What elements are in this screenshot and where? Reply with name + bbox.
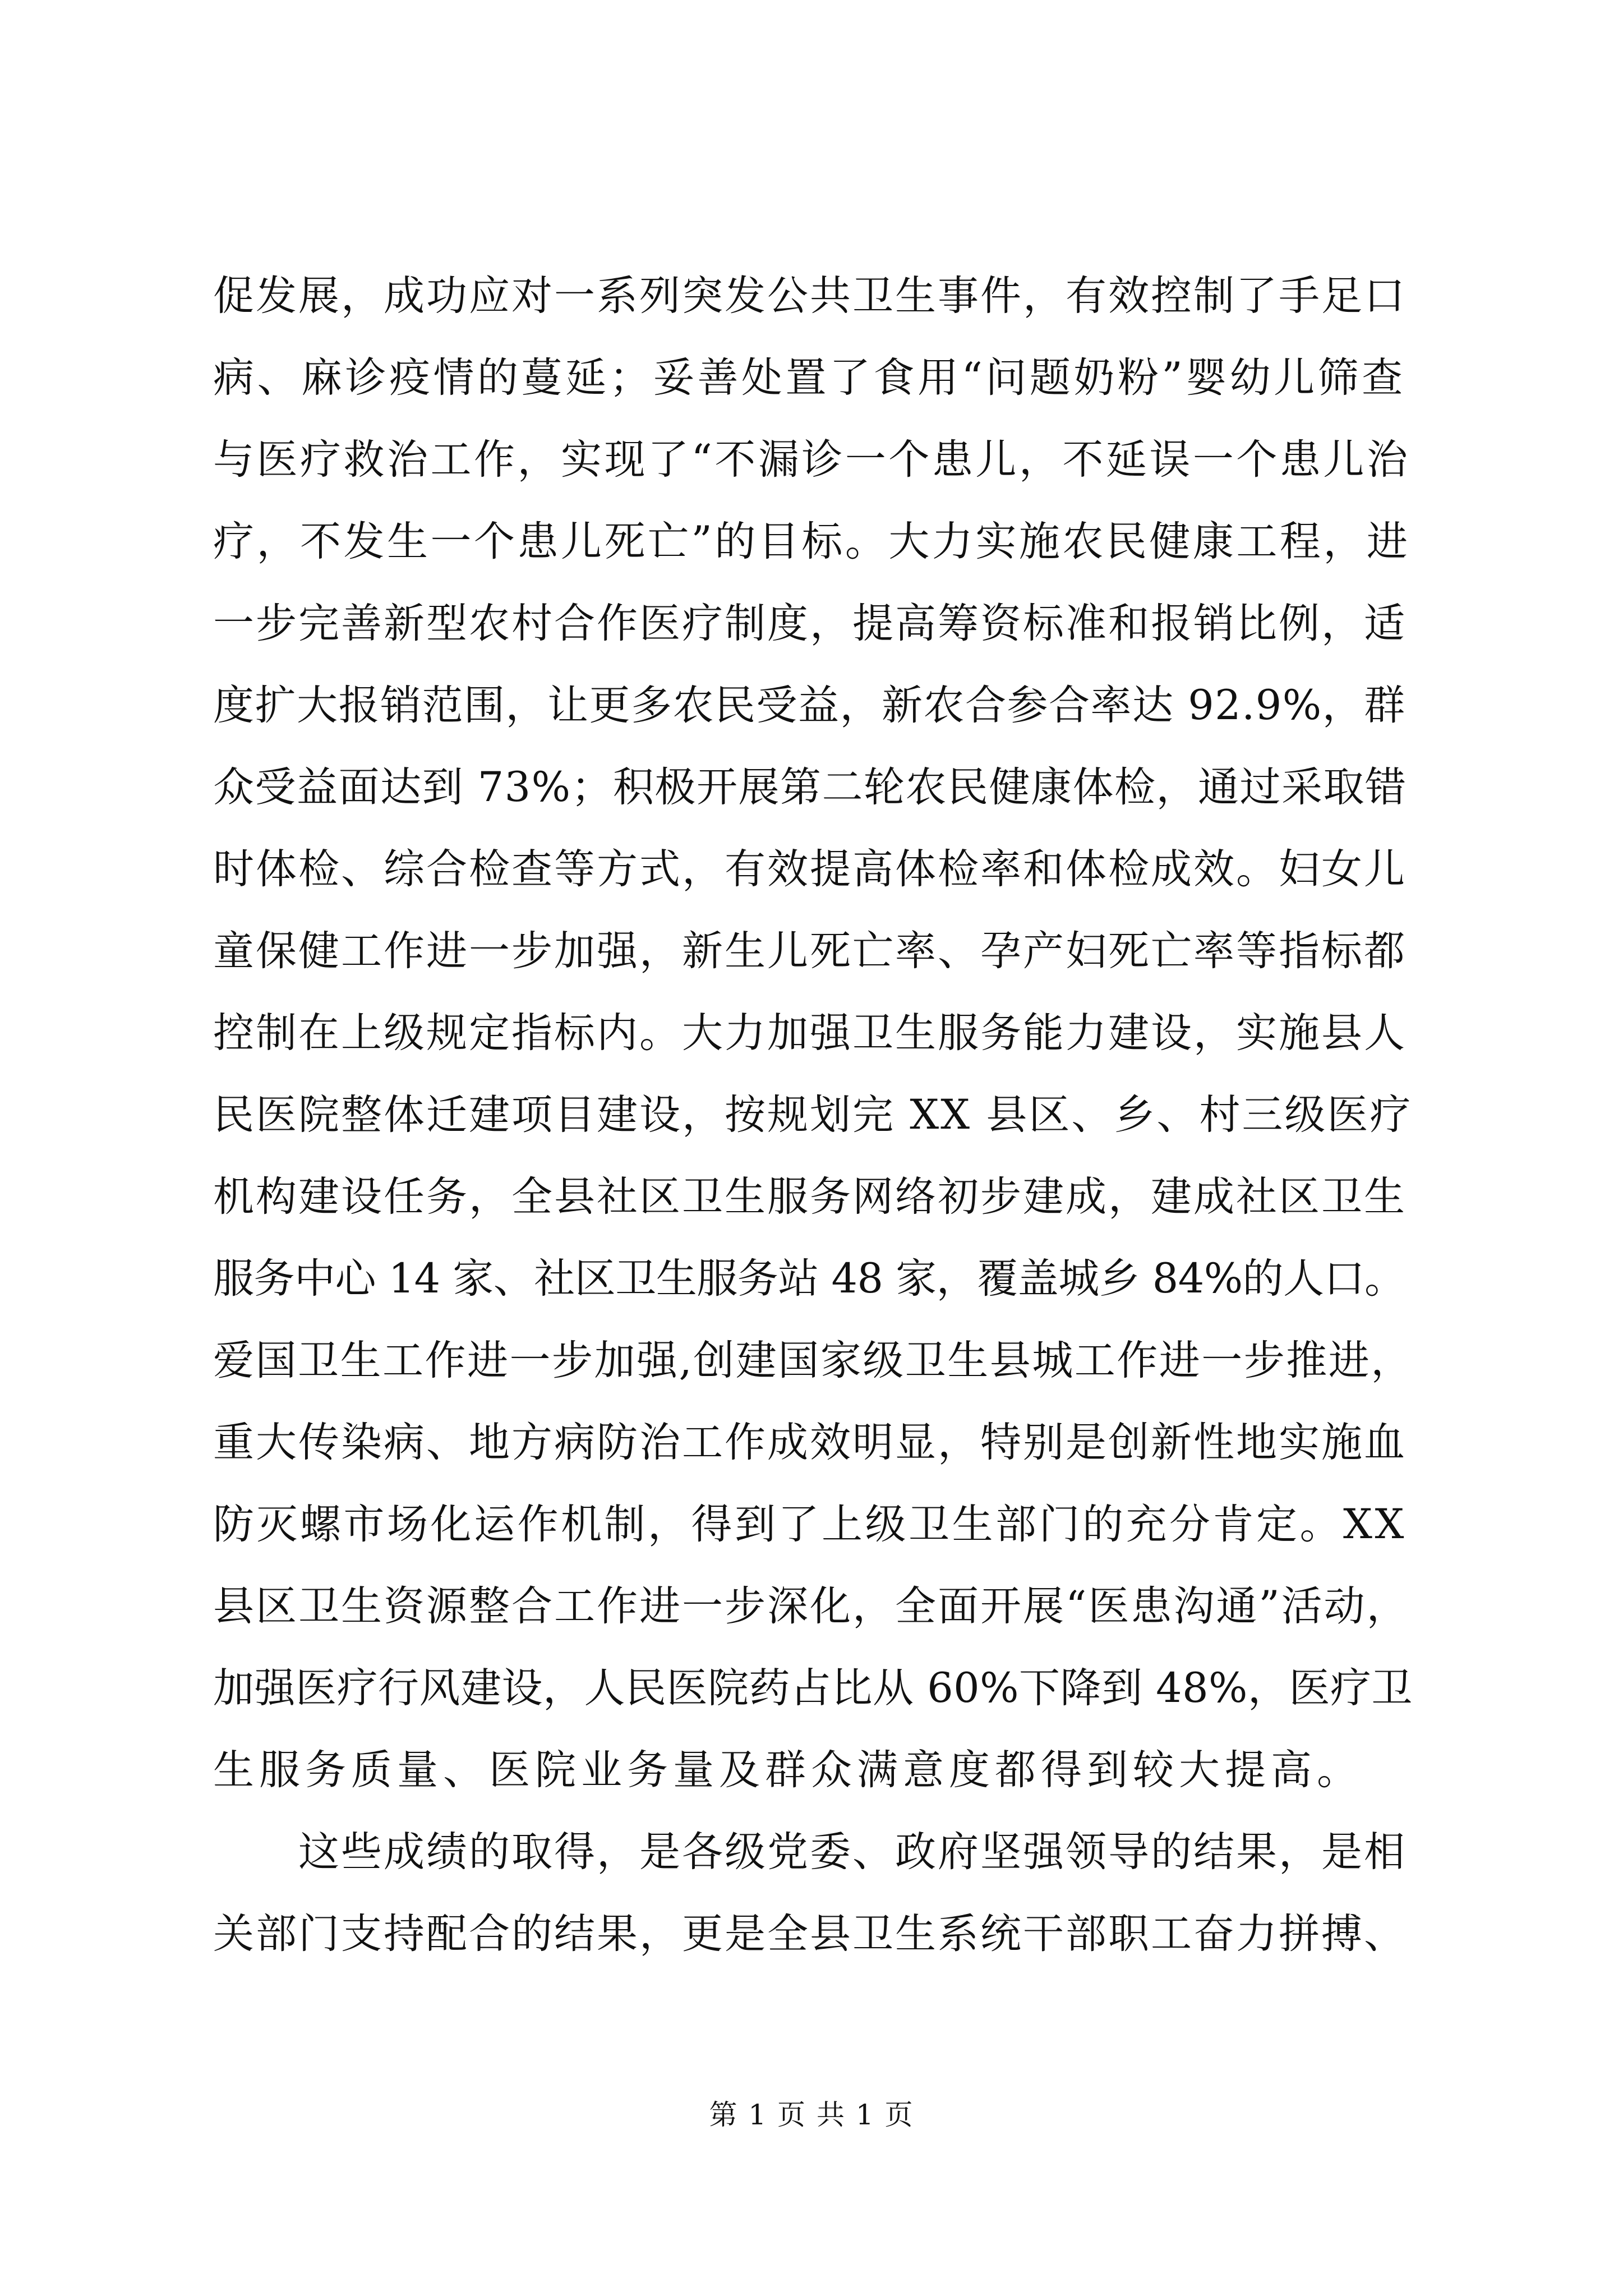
document-body (213, 255, 1413, 1975)
text-line: 时体检、综合检查等方式，有效提高体检率和体检成效。妇女儿 (213, 845, 1407, 893)
text-line: 生服务质量、医院业务量及群众满意度都得到较大提高。 (213, 1746, 1363, 1794)
text-line: 疗，不发生一个患儿死亡”的目标。大力实施农民健康工程，进 (213, 518, 1410, 565)
text-line: 与医疗救治工作，实现了“不漏诊一个患儿，不延误一个患儿治 (213, 436, 1410, 484)
text-line: 防灭螺市场化运作机制，得到了上级卫生部门的充分肯定。XX (213, 1501, 1407, 1548)
text-line: 县区卫生资源整合工作进一步深化，全面开展“医患沟通”活动， (213, 1582, 1409, 1630)
text-line: 服务中心 14 家、社区卫生服务站 48 家，覆盖城乡 84%的人口。 (213, 1255, 1405, 1303)
text-line: 重大传染病、地方病防治工作成效明显，特别是创新性地实施血 (213, 1419, 1407, 1466)
text-line: 民医院整体迁建项目建设，按规划完 XX 县区、乡、村三级医疗 (213, 1091, 1413, 1139)
text-line: 病、麻诊疫情的蔓延；妥善处置了食用“问题奶粉”婴幼儿筛查 (213, 354, 1406, 402)
text-line: 童保健工作进一步加强，新生儿死亡率、孕产妇死亡率等指标都 (213, 927, 1407, 975)
text-line: 爱国卫生工作进一步加强,创建国家级卫生县城工作进一步推进， (213, 1337, 1413, 1384)
paragraph-first-line: 这些成绩的取得，是各级党委、政府坚强领导的结果，是相 (298, 1828, 1407, 1876)
text-line: 关部门支持配合的结果，更是全县卫生系统干部职工奋力拼搏、 (213, 1910, 1407, 1958)
text-line: 众受益面达到 73%；积极开展第二轮农民健康体检，通过采取错 (213, 763, 1407, 811)
text-line: 一步完善新型农村合作医疗制度，提高筹资标准和报销比例，适 (213, 600, 1407, 647)
text-line: 机构建设任务，全县社区卫生服务网络初步建成，建成社区卫生 (213, 1173, 1407, 1221)
text-line: 控制在上级规定指标内。大力加强卫生服务能力建设，实施县人 (213, 1009, 1407, 1057)
page-footer: 第 1 页 共 1 页 (709, 2099, 914, 2131)
text-line: 加强医疗行风建设，人民医院药占比从 60%下降到 48%，医疗卫 (213, 1664, 1413, 1712)
text-line: 度扩大报销范围，让更多农民受益，新农合参合率达 92.9%，群 (213, 682, 1406, 729)
text-line: 促发展，成功应对一系列突发公共卫生事件，有效控制了手足口 (213, 272, 1407, 320)
